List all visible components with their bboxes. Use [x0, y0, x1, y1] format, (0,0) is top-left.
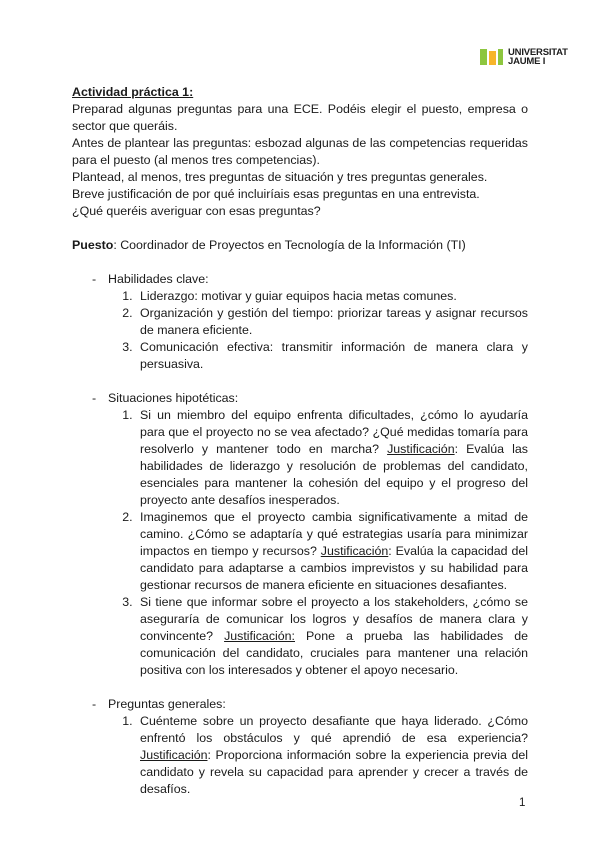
puesto-value: : Coordinador de Proyectos en Tecnología de la Información (TI)	[113, 238, 466, 252]
puesto-line	[72, 237, 528, 254]
list-item	[136, 407, 528, 509]
page-number: 1	[519, 797, 526, 809]
intro-line: Antes de plantear las preguntas: esbozad algunas de las competencias requeridas para el puesto (al menos tres competencias).	[72, 136, 528, 167]
uji-logo-icon	[480, 49, 503, 65]
justification-text: : Evalúa las habilidades de liderazgo y resolución de problemas del candidato, esenciales para mantener la cohesión del equipo y el progreso del proyecto ante desafíos inesperados.	[140, 442, 529, 507]
section-generales	[72, 696, 528, 798]
justification-label: Justificación	[140, 748, 208, 762]
list-item: 3. Comunicación efectiva: transmitir información de manera clara y persuasiva.	[136, 339, 528, 373]
dash-bullet: -	[92, 391, 97, 405]
list-item	[136, 713, 528, 798]
intro-line: Breve justificación de por qué incluiríais esas preguntas en una entrevista.	[72, 187, 480, 201]
logo-line-1: UNIVERSITAT	[508, 47, 568, 58]
intro-line: ¿Qué queréis averiguar con esas preguntas?	[72, 204, 321, 218]
list-item	[136, 594, 528, 679]
question-text: Imaginemos que el proyecto cambia significativamente a mitad de camino. ¿Cómo se adaptaría y qué estrategias usaría para minimizar impactos en tiempo y recursos?	[140, 510, 528, 558]
intro-line: Preparad algunas preguntas para una ECE. Podéis elegir el puesto, empresa o sector que queráis.	[72, 102, 528, 133]
section-heading: Preguntas generales:	[108, 697, 226, 711]
dash-bullet: -	[92, 697, 97, 711]
justification-label: Justificación	[320, 544, 389, 558]
logo-bar-yellow	[489, 51, 496, 65]
question-text: Cuénteme sobre un proyecto desafiante que haya liderado. ¿Cómo enfrentó los obstáculos y qué aprendió de esa experiencia?	[140, 714, 528, 745]
puesto-label: Puesto	[72, 238, 114, 252]
section-heading: Habilidades clave:	[108, 272, 209, 286]
activity-title: Actividad práctica 1:	[72, 85, 194, 99]
logo-bar-green	[480, 49, 487, 65]
list-item: 1. Liderazgo: motivar y guiar equipos hacia metas comunes.	[136, 288, 528, 305]
justification-text: : Evalúa la capacidad del candidato para adaptarse a cambios imprevistos y su habilidad para gestionar recursos de manera eficiente en situaciones desafiantes.	[140, 544, 528, 592]
section-situaciones	[72, 390, 528, 679]
logo-line-2: JAUME I	[508, 56, 546, 67]
justification-text: Pone a prueba las habilidades de comunicación del candidato, cruciales para mantener una relación positiva con los interesados y obtener el apoyo necesario.	[140, 629, 528, 677]
intro-text	[72, 101, 528, 220]
question-text: Si un miembro del equipo enfrenta dificultades, ¿cómo lo ayudaría para que el proyecto no se vea afectado? ¿Qué medidas tomaría para resolverlo y mantener todo en marcha?	[140, 408, 528, 456]
section-habilidades	[72, 271, 528, 373]
document-body	[72, 84, 528, 798]
question-text: Si tiene que informar sobre el proyecto a los stakeholders, ¿cómo se aseguraría de comunicar los logros y desafíos de manera clara y convincente?	[140, 595, 528, 643]
list-item	[136, 509, 528, 594]
intro-line: Plantead, al menos, tres preguntas de situación y tres preguntas generales.	[72, 170, 488, 184]
list-item: 2. Organización y gestión del tiempo: priorizar tareas y asignar recursos de manera eficiente.	[136, 305, 528, 339]
university-logo	[480, 48, 568, 66]
justification-label: Justificación:	[224, 629, 295, 643]
justification-label: Justificación	[387, 442, 455, 456]
justification-text: : Proporciona información sobre la experiencia previa del candidato y revela su capacidad para aprender y crecer a través de desafíos.	[140, 748, 528, 796]
section-heading: Situaciones hipotéticas:	[108, 391, 239, 405]
dash-bullet: -	[92, 272, 97, 286]
logo-bar-green-2	[498, 49, 503, 65]
